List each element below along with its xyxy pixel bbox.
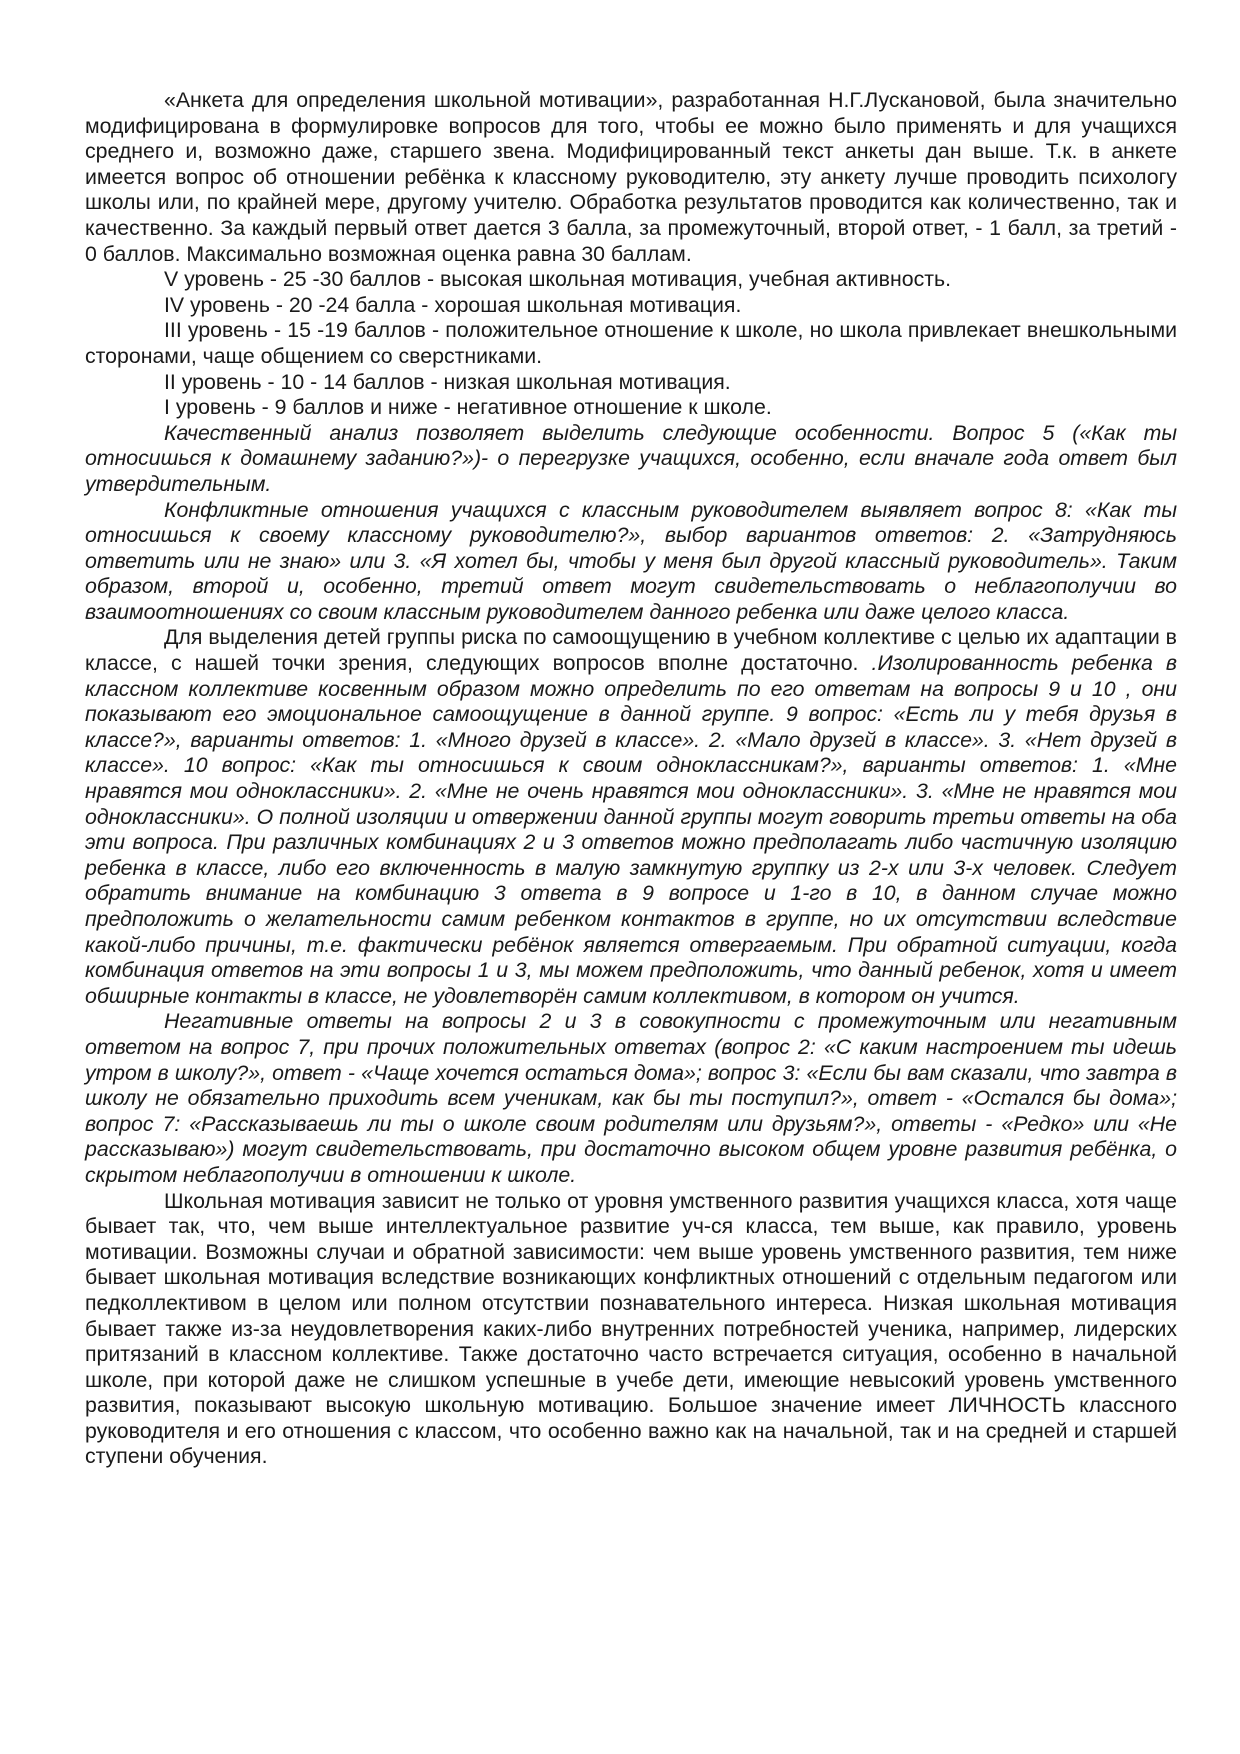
level-1: I уровень - 9 баллов и ниже - негативное отношение к школе. (164, 395, 772, 420)
level-4: IV уровень - 20 -24 балла - хорошая школьная мотивация. (164, 292, 742, 317)
intro-paragraph: «Анкета для определения школьной мотивации», разработанная Н.Г.Лускановой, была значительно модифицирована в формулировке вопросов для того, чтобы ее можно было применять и для учащихся среднего и, возможно даже, старшего звена. Модифицированный текст анкеты дан выше. Т.к. в анкете имеется вопрос об отношении ребёнка к классному руководителю, эту анкету лучше проводить психологу школы или, по крайней мере, другому учителю. Обработка результатов проводится как количественно, так и качественно. За каждый первый ответ дается 3 балла, за промежуточный, второй ответ, - 1 балл, за третий - 0 баллов. Максимально возможная оценка равна 30 баллам. (85, 88, 1177, 266)
level-2: II уровень - 10 - 14 баллов - низкая школьная мотивация. (164, 369, 731, 394)
motivation-paragraph: Школьная мотивация зависит не только от уровня умственного развития учащихся класса, хотя чаще бывает так, что, чем выше интеллектуальное развитие уч-ся класса, тем выше, как правило, уровень мотивации. Возможны случаи и обратной зависимости: чем выше уровень умственного развития, тем ниже бывает школьная мотивация вследствие возникающих конфликтных отношений с отдельным педагогом или педколлективом в целом или полном отсутствии познавательного интереса. Низкая школьная мотивация бывает также из-за неудовлетворения каких-либо внутренних потребностей ученика, например, лидерских притязаний в классном коллективе. Также достаточно часто встречается ситуация, особенно в начальной школе, при которой даже не слишком успешные в учебе дети, имеющие невысокий уровень умственного развития, показывают высокую школьную мотивацию. Большое значение имеет ЛИЧНОСТЬ классного руководителя и его отношения с классом, что особенно важно как на начальной, так и на средней и старшей ступени обучения. (85, 1188, 1177, 1469)
negative-answers-paragraph: Негативные ответы на вопросы 2 и 3 в совокупности с промежуточным или негативным ответом на вопрос 7, при прочих положительных ответах (вопрос 2: «С каким настроением ты идешь утром в школу?», ответ - «Чаще хочется остаться дома»; вопрос 3: «Если бы вам сказали, что завтра в школу не обязательно приходить всем ученикам, как бы ты поступил?», ответ - «Остался бы дома»; вопрос 7: «Рассказываешь ли ты о школе своим родителям или друзьям?», ответы - «Редко» или «Не рассказываю») могут свидетельствовать, при достаточно высоком общем уровне развития ребёнка, о скрытом неблагополучии в отношении к школе. (85, 1009, 1177, 1187)
quality-analysis-paragraph: Качественный анализ позволяет выделить следующие особенности. Вопрос 5 («Как ты относишься к домашнему заданию?»)- о перегрузке учащихся, особенно, если вначале года ответ был утвердительным. (85, 420, 1177, 496)
level-5: V уровень - 25 -30 баллов - высокая школьная мотивация, учебная активность. (164, 267, 952, 292)
risk-group-intro: Для выделения детей группы риска по самоощущению в учебном коллективе с целью их адаптации в классе, с нашей точки зрения, следующих вопросов вполне достаточно. (85, 625, 1177, 676)
risk-group-paragraph (85, 625, 1177, 1009)
risk-group-isolation: .Изолированность ребенка в классном коллективе косвенным образом можно определить по его ответам на вопросы 9 и 10 , они показывают его эмоциональное самоощущение в данной группе. 9 вопрос: «Есть ли у тебя друзья в классе?», варианты ответов: 1. «Много друзей в классе». 2. «Мало друзей в классе». 3. «Нет друзей в классе». 10 вопрос: «Как ты относишься к своим одноклассникам?», варианты ответов: 1. «Мне нравятся мои одноклассники». 2. «Мне не очень нравятся мои одноклассники». 3. «Мне не нравятся мои одноклассники». О полной изоляции и отвержении данной группы могут говорить третьи ответы на оба эти вопроса. При различных комбинациях 2 и 3 ответов можно предполагать либо частичную изоляцию ребенка в классе, либо его включенность в малую замкнутую группку из 2-х или 3-х человек. Следует обратить внимание на комбинацию 3 ответа в 9 вопросе и 1-го в 10, в данном случае можно предположить о желательности самим ребенком контактов в группе, но их отсутствии вследствие какой-либо причины, т.е. фактически ребёнок является отвергаемым. При обратной ситуации, когда комбинация ответов на эти вопросы 1 и 3, мы можем предположить, что данный ребенок, хотя и имеет обширные контакты в классе, не удовлетворён самим коллективом, в котором он учится. (85, 651, 1177, 1008)
conflict-paragraph: Конфликтные отношения учащихся с классным руководителем выявляет вопрос 8: «Как ты относишься к своему классному руководителю?», выбор вариантов ответов: 2. «Затрудняюсь ответить или не знаю» или 3. «Я хотел бы, чтобы у меня был другой классный руководитель». Таким образом, второй и, особенно, третий ответ могут свидетельствовать о неблагополучии во взаимоотношениях со своим классным руководителем данного ребенка или даже целого класса. (85, 497, 1177, 624)
level-3: III уровень - 15 -19 баллов - положительное отношение к школе, но школа привлекает внешкольными сторонами, чаще общением со сверстниками. (85, 318, 1177, 368)
